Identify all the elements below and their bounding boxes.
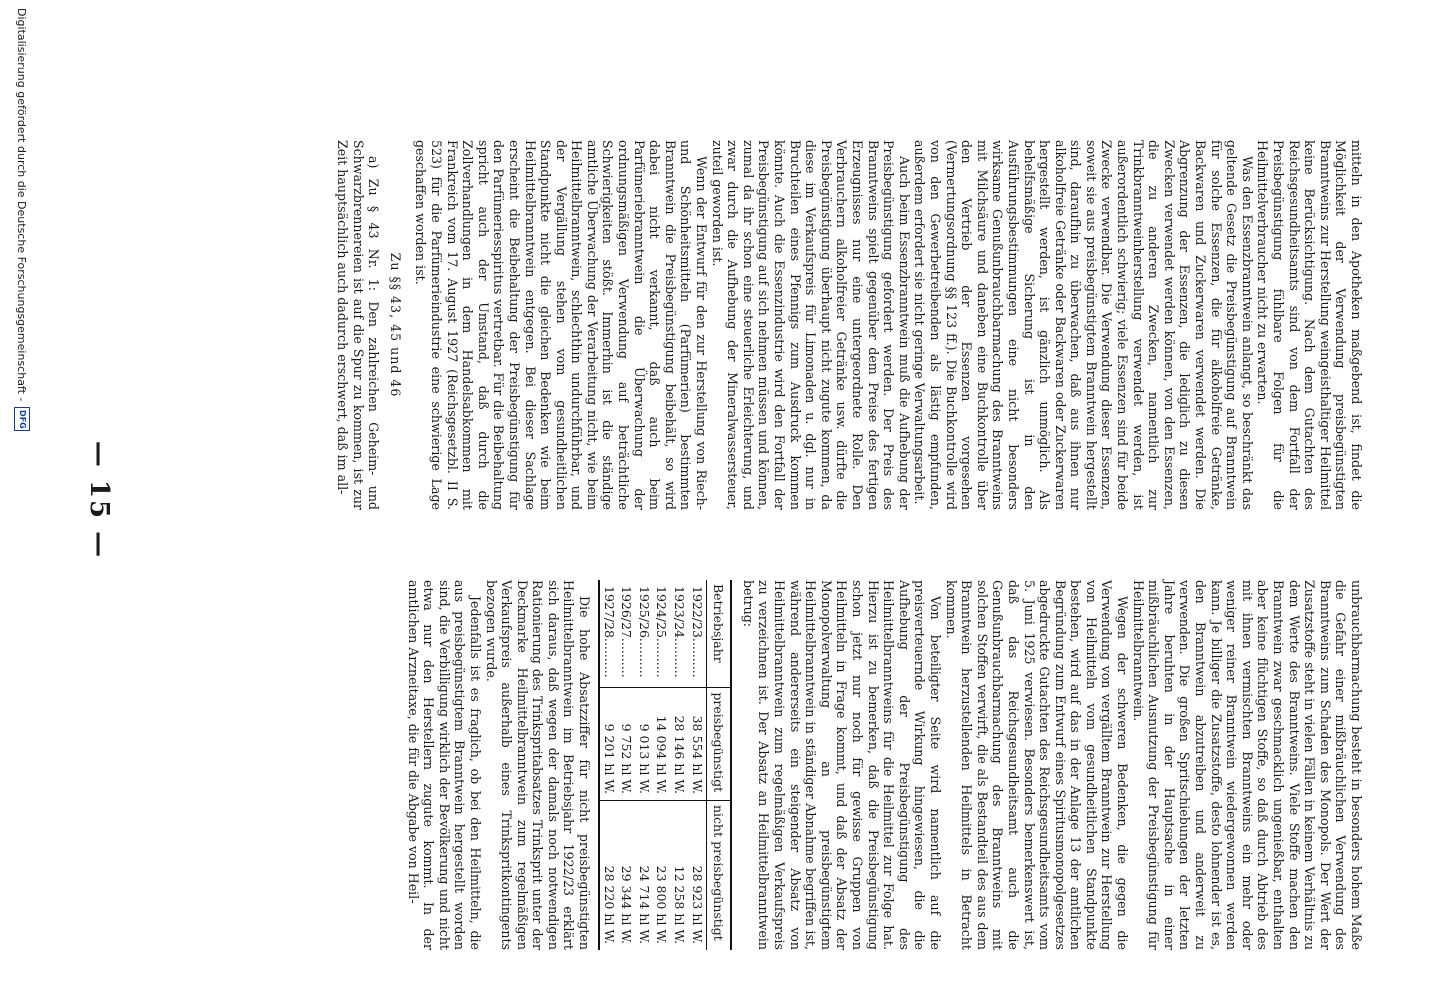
table-cell: 9 201 hl W. — [599, 688, 618, 801]
table-cell: 1926/27.......... — [619, 586, 635, 678]
header-cell: preisbegünstigt — [706, 688, 731, 801]
paragraph: Jedenfalls ist es fraglich, ob bei den Heilmitteln, die aus preisbegünstigtem Branntwein hergestellt worden sind, die Verbilligung wirklich der Bevölkerung und nicht etwa nur den Herstellern zugute kommt. In der amtlichen Arzneitaxe, die für die Abgabe von Heil- — [405, 580, 483, 950]
table-row — [599, 580, 618, 950]
table-cell: 29 344 hl W. — [618, 800, 636, 950]
header-cell: nicht preisbegünstigt — [706, 800, 731, 950]
table-header-row — [706, 580, 731, 950]
paragraph: unbrauchbarmachung besteht in besonders hohem Maße die Gefahr einer mißbräuchlichen Verwendung des Branntweins zum Schaden des Monopols. Der Wert der Zusatzstoffe steht in vielen Fällen in keinem Verhältnis zu dem Werte des Branntweins. Viele Stoffe machen den Branntwein zwar geschmacklich ungenießbar, enthalten aber keine flüchtigen Stoffe, so daß durch Abtrieb des mit ihnen vermischten Branntweins ein mehr oder weniger reiner Branntwein wiedergewonnen werden kann. Je billiger die Zusatzstoffe, desto lohnender ist es, den Branntwein abzutreiben und anderweit zu verwenden. Die großen Spritschiebungen der letzten Jahre beruhten in der Hauptsache in einer mißbräuchlichen Ausnutzung der Preisbegünstigung für Heilmittelbranntwein. — [1130, 580, 1364, 950]
table-row — [688, 580, 706, 950]
sales-table — [598, 580, 732, 950]
digitization-credit — [14, 8, 30, 998]
dfg-logo: DFG — [14, 407, 30, 431]
table-cell: 9 013 hl W. — [635, 688, 653, 801]
paragraph: Von beteiligter Seite wird namentlich auf die preisverteuernde Wirkung hingewiesen, die die Aufhebung der Preisbegünstigung des Heilmittelbranntweins für die Heilmittel zur Folge hat. Hierzu ist zu bemerken, daß die Preisbegünstigung schon jetzt nur noch für gewisse Gruppen von Heilmitteln in Frage kommt, und daß der Absatz der Monopolverwaltung an preisbegünstigtem Heilmittelbranntwein in ständiger Abnahme begriffen ist, während andererseits ein steigender Absatz von Heilmittelbranntwein zum regelmäßigen Verkaufspreis zu verzeichnen ist. Der Absatz an Heilmittelbranntwein betrug: — [740, 580, 943, 950]
page-number: — 15 — — [84, 440, 114, 560]
paragraph: Was den Essenzbranntwein anlangt, so beschränkt das geltende Gesetz die Preisbegünstigung auf Branntwein für solche Essenzen, die für alkoholfreie Getränke, Backwaren und Zuckerwaren verwendet werden. Die Abgrenzung der Essenzen, die lediglich zu diesen Zwecken verwendet werden können, von den Essenzen, die zu anderen Zwecken, namentlich zur Trinkbranntweinherstellung verwendet werden, ist außerordentlich schwierig; viele Essenzen sind für beide Zwecke verwendbar. Die Verwendung dieser Essenzen, soweit sie aus preisbegünstigtem Branntwein hergestellt sind, daraufhin zu überwachen, daß aus ihnen nur alkoholfreie Getränke oder Backwaren oder Zuckerwaren hergestellt werden, ist gänzlich unmöglich. Als behelfsmäßige Sicherung ist in den Ausführungsbestimmungen eine nicht besonders wirksame Genußunbrauchbarmachung des Branntweins mit Milchsäure und daneben eine Buchkontrolle über den Vertrieb der Essenzen vorgesehen (Vermertungsordnung §§ 123 ff.). Die Buchkontrolle wird von den Gewerbetreibenden als lästig empfunden, außerdem erfordert sie nicht geringe Verwaltungsarbeit. — [912, 140, 1255, 510]
table-cell: 1924/25.......... — [654, 586, 670, 678]
table-cell: 38 554 hl W. — [688, 688, 706, 801]
paragraph: Wegen der schweren Bedenken, die gegen die Verwendung von vergälltem Branntwein zur Herstellung von Heilmitteln vom gesundheitlichen Standpunkte bestehen, wird auf das in der Anlage 13 der amtlichen Begründung zum Entwurf eines Spiritusmonopolgesetzes abgedruckte Gutachten des Reichsgesundheitsamts vom 5. Juni 1925 verwiesen. Besonders bemerkenswert ist, daß das Reichsgesundheitsamt auch die Genußunbrauchbarmachung des Branntweins mit solchen Stoffen verwirft, die als Bestandteil des aus dem Branntwein herzustellenden Heilmittels in Betracht kommen. — [943, 580, 1131, 950]
paragraph: Die hohe Absatzziffer für nicht preisbegünstigten Heilmittelbranntwein im Betriebsjahr 1922/23 erklärt sich daraus, daß wegen der damals noch notwendigen Rationierung des Trinkspritabsatzes Trinksprit unter der Deckmarke Heilmittelbranntwein zum regelmäßigen Verkaufspreis außerhalb eines Trinkspritkontingents bezogen wurde. — [483, 580, 593, 950]
table-cell: 1925/26.......... — [636, 586, 652, 678]
table-row — [618, 580, 636, 950]
table-cell: 1927/28.......... — [599, 580, 618, 688]
table-row — [635, 580, 653, 950]
table-cell: 28 220 hl W. — [599, 800, 618, 950]
paragraph: a) Zu § 43 Nr. 1: Den zahlreichen Geheim- und Schwarzbrennereien ist auf die Spur zu kommen, ist zur Zeit hauptsächlich auch dadurch erschwert, daß im all- — [335, 140, 382, 510]
table-cell: 12 258 hl W. — [670, 800, 688, 950]
table-cell: 24 714 hl W. — [635, 800, 653, 950]
table-row — [653, 580, 671, 950]
table-cell: 28 923 hl W. — [688, 800, 706, 950]
table-cell: 14 094 hl W. — [653, 688, 671, 801]
table-row — [670, 580, 688, 950]
table-cell: 9 752 hl W. — [618, 688, 636, 801]
credit-text: Digitalisierung gefördert durch die Deutsche Forschungsgemeinschaft - — [15, 8, 29, 402]
section-heading: Zu §§ 43, 45 und 46 — [387, 252, 403, 398]
table-cell: 1923/24.......... — [672, 586, 688, 678]
table-cell: 23 800 hl W. — [653, 800, 671, 950]
table-cell: 28 146 hl W. — [670, 688, 688, 801]
table-cell: 1922/23.......... — [689, 586, 705, 678]
paragraph: Auch beim Essenzbranntwein muß die Aufhebung der Preisbegünstigung gefordert werden. Der Preis des Branntweins spielt gegenüber dem Preise des fertigen Erzeugnisses nur eine untergeordnete Rolle. Den Verbrauchern alkoholfreier Getränke usw. dürfte die Preisbegünstigung überhaupt nicht zugute kommen, da diese im Verkaufspreis für Limonaden u. dgl. nur in Bruchteilen eines Pfennigs zum Ausdruck kommen könnte. Auch die Essenzindustrie wird den Fortfall der Preisbegünstigung auf sich nehmen müssen und können, zumal da ihr schon eine steuerliche Erleichterung, und zwar durch die Aufhebung der Mineralwassersteuer, zuteil geworden ist. — [709, 140, 912, 510]
paragraph: mitteln in den Apotheken maßgebend ist, findet die Möglichkeit der Verwendung preisbegünstigten Branntweins zur Herstellung weingeisthaltiger Heilmittel keine Berücksichtigung. Nach dem Gutachten des Reichsgesundheitsamts sind von dem Fortfall der Preisbegünstigung fühlbare Folgen für die Heilmittelverbraucher nicht zu erwarten. — [1255, 140, 1364, 510]
paragraph: Wenn der Entwurf für den zur Herstellung von Riech- und Schönheitsmitteln (Parfümerien) bestimmten Branntwein die Preisbegünstigung beibehält, so wird dabei nicht verkannt, daß auch beim Parfümeriebranntwein die Überwachung der ordnungsmäßigen Verwendung auf beträchtliche Schwierigkeiten stößt. Immerhin ist die ständige amtliche Überwachung der Verarbeitung nicht, wie beim Heilmittelbranntwein, schlechthin undurchführbar, und der Vergällung stehen vom gesundheitlichen Standpunkte nicht die gleichen Bedenken wie beim Heilmittelbranntwein entgegen. Bei dieser Sachlage erscheint die Beibehaltung der Preisbegünstigung für den Parfümeriesspiritus vertretbar. Für die Beibehaltung spricht auch der Umstand, daß durch die Zollverhandlungen in dem Handelsabkommen mit Frankreich vom 17. August 1927 (Reichsgesetzbl. II S. 523) für die Parfümerieindustrie eine schwierige Lage geschaffen worden ist. — [413, 140, 710, 510]
left-text-column — [405, 580, 1364, 950]
right-text-column — [334, 140, 1364, 510]
header-cell: Betriebsjahr — [706, 580, 731, 688]
